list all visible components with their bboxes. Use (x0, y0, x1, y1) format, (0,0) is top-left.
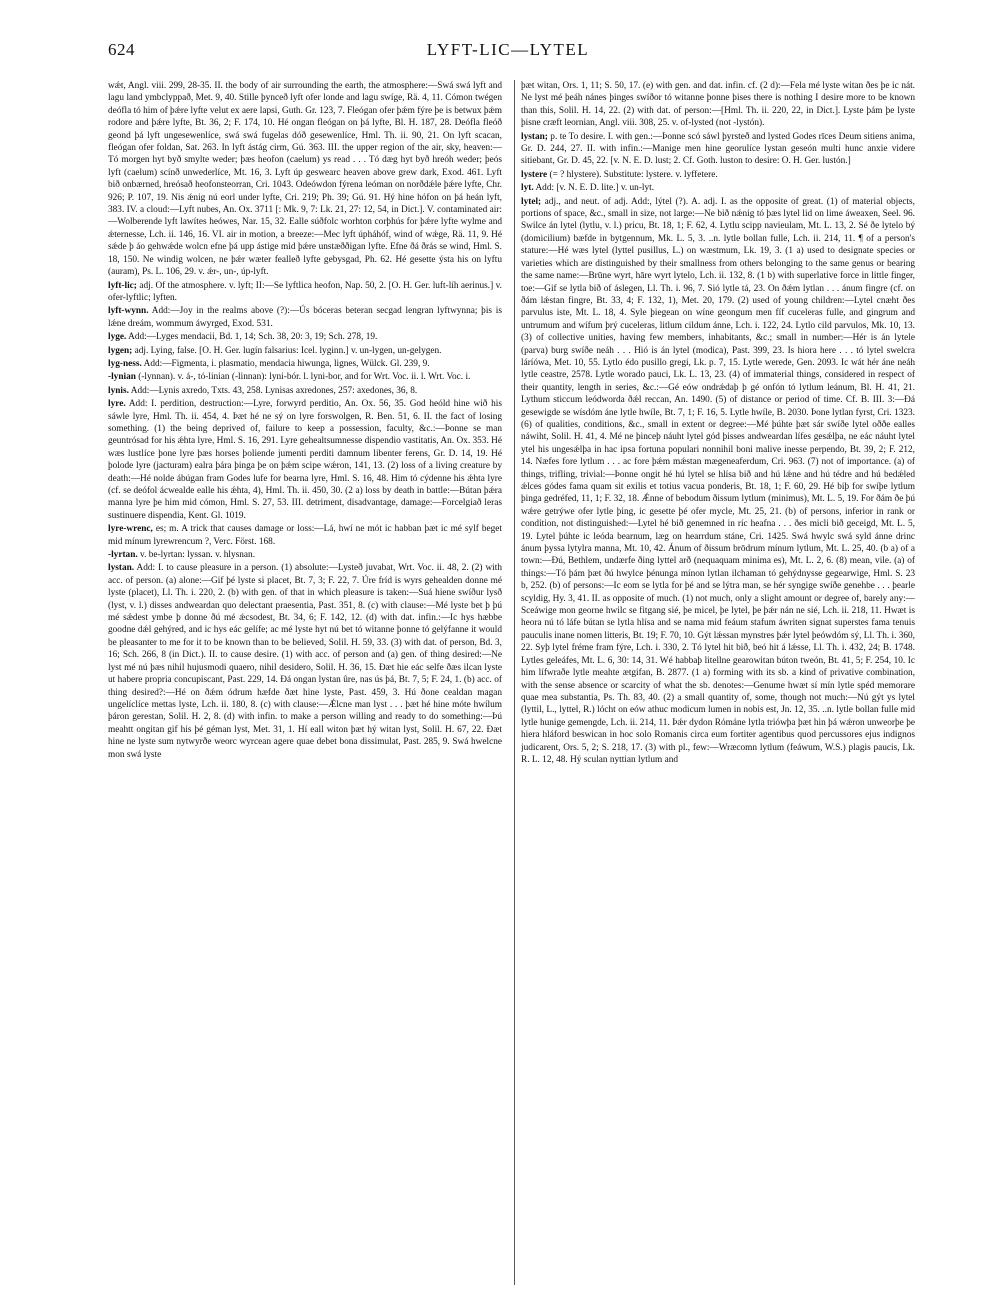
entry-headword: lyft-lic; (108, 280, 137, 291)
dictionary-entry (521, 131, 915, 168)
dictionary-entry (108, 80, 502, 279)
dictionary-entry (108, 385, 502, 397)
dictionary-entry (108, 305, 502, 330)
dictionary-entry (108, 398, 502, 522)
entry-text: (-lynnan). v. á-, tó-linian (-linnan): lyni-bór. l. lyni-bor, and for Wrt. Voc. ii. l. Wrt. Voc. i. (135, 372, 471, 383)
entry-headword: lyre-wrenc, (108, 524, 153, 535)
left-column (108, 80, 502, 1290)
entry-text: adj. Of the atmosphere. v. lyft; II:—Se lyftlica heofon, Nap. 50, 2. [O. H. Ger. luft-líh aerinus.] v. ofer-lyftlic; lyften. (108, 280, 502, 303)
entry-headword: lystere (521, 169, 548, 180)
entry-text: adj., and neut. of adj. Add:, lýtel (?). A. adj. I. as the opposite of great. (1) of material objects, portions of space, &c., small in size, not large:—Ne bið nǽnig tó þæs lytel lid on lime áweaxen, Seel. 96. Swilce án lytel (lytlu, v. l.) pricu, Bt. 18, 1; F. 62, 4. Lytlu scipp navieulam, Mt. L. 13, 2. Sé ðe lytelo bý (domicilium) bæfde in bytgennum, Mk. L. 5, 3. ..n. lytle bollan fulle, Lch. ii. 214, 11. ¶ of a person's stature:—Hé wæs lytel (lyttel pusillus, L.) on wæstmum, Lk. 19, 3. (1 a) used to designate species or varieties which are distinguished by their smallness from others belonging to the same genus or bearing the same name:—Brūne wyrt, hāre wyrt lytelo, Lch. ii. 132, 8. (1 b) with superlative force in little finger, toe:—Gif se lytla bið of áslegen, Ll. Th. i. 96, 7. Sió lytle tá, 23. On ðǽm lytlan . . . ánum fingre (cf. on ðám lǽstan fingre, Bt. 33, 4; F. 132, 1), Met. 20, 179. (2) used of young children:—Lytel cnæht ðes parvulus iste, Mt. L. 18, 4. Syle þiegean on wíne geongum men fíf cuceleras fulle, and gingrum and untrumum and wífum þrý cuceleras, litlum cildum ánne, Lch. i. 122, 24. Lytlo cild parvulos, Mk. 10, 13. (3) of collective unities, having few members, inhabitants, &c.; small in number:—Hér is án lytele (parva) burg swíðe neáh . . . Hió is án lytel (modica), Past. 399, 23. Is hiora here . . . tó lytel swelcra láríówa, Met. 10, 55. Lytlo édo pusillo gregi, Lk. p. 7, 15. Lytle werede, Gen. 2093. Ic wát hér áne neáh lytle ceastre, 2578. Lytle worado pauci, Lk. L. 13, 23. (4) of immaterial things, considered in respect of their quantity, length in series, &c.:—Gé eów ondrǽdaþ þ gé onfón tó lytlum leánum, Bl. H. 41, 21. Lythum sticcum leódworda ðǽl reccan, An. 1490. (5) of distance or period of time. Cf. B. III. 3:—Ðá gesewigde se wísdóm áne lytle hwíle, Bt. 7, 1; F. 16, 5. Lytle hwíle, B. 2030. Þone lytlan fyrst, Cri. 1323. (6) of qualities, conditions, &c., small in extent or degree:—Mé þúhte þæt sár swíðe lytel oððe ealles náwiht, Solil. H. 41, 4. Mé ne þinceþ náuht lytel gód þisses andweardan lífes gesǽlþa, ne eác náuht lytel ytel his ungesǽlþa in hac ipsa fortuna populari nonnihil boni malive inesse perpendo, Bt. 39, 2; F. 212, 14. Næfes fore lytlum . . . ac fore þǽm mǽstan mægeneaferdum, Cri. 963. (7) not of importance. (a) of things, trifling, trivial:—Þonne ongit hé hú lytel se hlísa bið and hú lǽne and hú tédre and hú bedǽled ǽlces gódes fama quam sit exilis et totius vacua ponderis, Bt. 18, 1; F. 60, 29. Hé biþ for swíþe lytlum þinga gedréfed, 11, 1; F. 32, 18. Ǽnne of bebodum ðissum lytlum (minimus), Mt. L. 5, 19. For ðám ðe þú wǽre getrýwe ofer lytle þing, ic gesette þé ofer mycle, Mt. 25, 21. (b) of persons, inferior in rank or condition, not distinguished:—Lytel hé bið genemned in ríc heafna . . . ðes micli bið geceigd, Mt. L. 5, 19. Lytel þúhte ic leóda bearnum, læg on hearrdum stáne, Cri. 1425. Swá hwylc swá syld ánne drinc ánum þyssa lytylra manna, Mt. 10, 42. Ánum of ðissum brōdrum mínum lytlum, Mt. L. 25, 40. (b a) of a town:—Ðú, Bethlem, undærfe ðing lyttel arð (nequaquam minima es), Mt. L. 2, 6. (8) mean, vile. (a) of things:—Tó þám þæt ðú hwylce þénunga mínon lytlan ilchaman tó gehýdnysse gegearwige, Hml. S. 23 b, 252. (b) of persons:—Ic eom se lytla for þé and se lýtra man, se hér syngige swíðe genehbe . . . þearle scyldig, Hy. 3, 41. II. as opposite of much. (1) not much, only a slight amount or degree of, barely any:—Sceáwige mon georne hwilc se fitgang sié, þe micel, þe lytel, þe þǽr nán ne sié, Lch. ii. 218, 11. Hwæt is heora nú tó láfe bútan se lytla hlísa and se nama mid feáum stafum áwriten signat superstes fama tenuis pauculis inane nomen litteris, Bt. 19; F. 70, 10. Gýt lǽssan mynstres þǽr lytel þeówdóm sý, Ll. Th. i. 360, 22. Syþ lytel fréme fram fýre, Lch. i. 330, 2. Tó lytel hit bið, beó hit á lǽsse, Ll. Th. i. 432, 24; B. 1748. Lytles geleáfes, Mt. L. 6, 30: 14, 31. Wé habbaþ litellne gearowitan búton tweón, Bt. 41, 5; F. 254, 10. Ic him lífwraðe lytle meahte ætgifan, B. 2877. (1 a) forming with its sb. a kind of privative combination, with the sense absence or scarcity of what the sb. denotes:—Genume hwæt sí mín lytle spéd memorare quae mea substantia, Ps. Th. 83, 40. (2) a small quantity of, some, though not much:—Nú gýt ys lytel (lyttil, L., lyttel, R.) lócht on eów athuc modicum lumen in nobis est, Jn. 12, 35. ..n. lytle bollan fulle mid lytle hunige gemengde, Lch. ii. 214, 11. Þǽr dydon Rómáne lytla triówþa þæt hin þá wǽron unweorþe þe hiera hláford beswican in hoc solo Romanis circa eum fortiter agentibus quod percussores ejus indignos judicarent, Ors. 5, 2; S. 218, 17. (3) with pl., few:—Wræcomn lytlum (feáwum, W.S.) plagis paucis, Lk. R. L. 12, 48. Hý sculan nyttian lytlum and (521, 196, 915, 765)
entry-text: wǽt, Angl. viii. 299, 28-35. II. the body of air surrounding the earth, the atmosphere:—Swá swá lyft and lagu land ymbclyppað, Met. 9, 40. Stille þynceð lyft ofer londe and lagu swíge, Rä. 4, 11. Cómon twégen deófla tó him of þǽre lyfte velut ex aere lapsi, Guth. Gr. 123, 7. Fleógan ofer þǽm fýre þe is betwux þǽm rodore and þǽre lyfte, Bt. 36, 2; F. 174, 10. Hé ongan fleógan on þá lyfte, Bl. H. 187, 28. Deófla fleóð geond þá lyft ungesewenlíce, swá swá fugelas dóð gesewenlíce, Hml. Th. ii. 90, 21. On lyft scacan, fleógan ofer foldan, Sat. 263. In lyft ástág cirm, Gú. 363. III. the upper region of the air, sky, heaven:—Tó morgen hyt byð smylte weder; þæs heofon (caelum) ys read . . . Tó dæg hyt byð hreóh weder; þeós lyft (caelum) scínð unwederlíce, Mt. 16, 3. Lyft úp geswearc heaven above grew dark, Exod. 461. Lyft bið onbærned, hreósað heofonsteorran, Cri. 1043. Odeówdon fýrena leóman on norðdǽle þǽre lyfte, Chr. 926; P. 107, 19. Nis ǽnig nú eorl under lyfte, Cri. 219; Ph. 39; Gú. 91. Hý hine hófon on þá heán lyft, 383. IV. a cloud:—Lyft nubes, An. Ox. 3711 [: Mk. 9, 7: Lk. 21, 27: 12, 54, in Dict.]. V. contaminated air:—Wolberende lyft lawítes heówes, Nar. 15, 32. Ealle súðfolc worhton corþhús for þǽre lyfte wylme and ǽternesse, Lch. ii. 146, 16. VI. air in motion, a breeze:—Mec lyft úpháhóf, wind of wǽge, Rä. 11, 9. Hé sǽde þ áo gehwǽde wolcn efne þá upp ástige mid þǽre unstæððigan lyfte. Efne ðá ðrás se wind, Hml. S. 18, 150. Ne windig wolcen, ne þǽr wæter fealleð lyfte gebysgad, Ph. 62. Hé gesette ýsta his on lyftu (auram), Ps. L. 106, 29. v. ǽr-, un-, úp-lyft. (108, 81, 502, 278)
dictionary-entry (108, 331, 502, 343)
entry-headword: lynis. (108, 385, 129, 396)
entry-headword: lygen; (108, 345, 133, 356)
entry-headword: lyre. (108, 399, 126, 410)
dictionary-entry (521, 182, 915, 194)
dictionary-entry (108, 358, 502, 370)
entry-text: p. te To desire. I. with gen.:—Þonne scó sáwl þyrsteð and lysted Godes rīces Deum sitiens anima, Gr. D. 244, 27. II. with infin.:—Manige men hine georulíce lystan geseón multi hunc anxie videre sitiebant, Gr. D. 45, 22. [v. N. E. D. lust; 2. Cf. Goth. luston to desire: O. H. Ger. lustón.] (521, 131, 915, 167)
dictionary-entry (108, 549, 502, 561)
entry-text: (= ? hlystere). Substitute: lystere. v. lyffetere. (547, 169, 718, 180)
entry-headword: lystan. (108, 563, 135, 574)
entry-text: Add: I. to cause pleasure in a person. (1) absolute:—Lysteð juvabat, Wrt. Voc. ii. 48, 2. (2) with acc. of person. (a) alone:—Gif þé lyste si placet, Bt. 7, 3; F. 22, 7. Úre fríd is wyrs gehealden donne mé lyste (placet), Ll. Th. i. 220, 2. (b) with gen. of that in which pleasure is taken:—Suá hiene swíður lysð (lyst, v. l.) disses andweardan quo delectant praesentia, Past. 351, 8. (c) with clause:—Mé lyste bet þ þú mé sǽdest ymbe þ donne ðú mé ǽcsodest, Bt. 34, 6; F. 142, 12. (d) with dat. infin.:—Ic hys hæbbe goodne dǽl gehýred, and ic hys eác gelífe; ac mé lyste hyt nú bet tó witanne þonne tó gelýfanne it would be pleasanter to me for it to be known than to be believed, Solil. H. 59, 33. (3) with dat. of person, Bd. 3, 16; Sch. 266, 8 (in Dict.). II. to cause desire. (1) with acc. of person and (a) gen. of thing desired:—Ne lyst mé nú þæs nihil hujusmodi quaero, nihil desidero, Solil. H. 36, 15. Ðæt hie eác selfe ðæs ilcan lyste ut habere propria concupiscant, Past. 229, 14. Ðá ongan lystan ûre, nas ús þá, Bt. 7, 5; F. 24, 1. (b) acc. of thing desired?:—Hé on ðǽm ódrum hæfde ðæt hine lyste, Past. 459, 3. Hú ðone cealdan magan ungelíclíce mettas lyste, Lch. ii. 180, 8. (c) with clause:—Ǽlcne man lyst . . . þæt hé hine móte hwílum þáron gerestan, Solil. H. 2, 8. (d) with infin. to make a person willing and ready to do something:—Þú meahtt ongitan gif his þé géman lyst, Met. 31, 1. Hí eall witon þæt hý witan lyst, Solil. H. 67, 22. Ðæt hine ne lyste sum nytwyrðe weorc wyrcean agere quae debet bona dissimulat, Past. 285, 9. Swá hwelcne mon swá lyste (108, 563, 502, 760)
right-column (521, 80, 915, 1290)
column-divider (514, 80, 515, 1285)
entry-headword: lystan; (521, 131, 548, 142)
entry-text: adj. Lying, false. [O. H. Ger. lugín falsarius: Icel. lyginn.] v. un-lygen, un-gelygen. (132, 345, 442, 356)
entry-headword: lyft-wynn. (108, 306, 149, 317)
dictionary-entry (108, 371, 502, 383)
entry-text: þæt witan, Ors. 1, 11; S. 50, 17. (e) with gen. and dat. infin. cf. (2 d):—Fela mé lyste witan ðes þe ic nát. Ne lyst mé þeáh nánes þinges swíðor tó witanne þonne þises there is nothing I desire more to be known than this, Solil. H. 14, 22. (2) with dat. of person:—[Hml. Th. ii. 220, 22, in Dict.]. Lyste þám þe lyste þisne cræft leornian, Angl. viii. 308, 25. v. of-lysted (not -lystón). (521, 81, 915, 129)
entry-text: v. be-lyrtan: lyssan. v. hlysnan. (137, 550, 256, 561)
dictionary-entry (108, 280, 502, 305)
entry-text: Add:—Lynis axredo, Txts. 43, 258. Lynisas axredones, 257: axedones, 36, 8. (128, 385, 418, 396)
entry-headword: -lyrtan. (108, 550, 138, 561)
dictionary-entry (108, 562, 502, 761)
entry-text: Add:—Lyges mendacii, Bd. 1, 14; Sch. 38, 20: 3, 19; Sch. 278, 19. (126, 332, 378, 343)
dictionary-entry (521, 169, 915, 181)
entry-text: Add: I. perdition, destruction:—Lyre, forwyrd perditio, An. Ox. 56, 35. God heóld hine wið his sáwle lyre, Hml. Th. ii. 454, 4. Þæt hé ne sý on lyre forswolgen, R. Ben. 51, 6. II. the fact of losing something. (1) the being deprived of, failure to keep a possession, faculty, &c.:—Þonne se man geuntrósad for his ǽhta lyre, Hml. S. 16, 291. Lyre gehealtsumnesse dispendio vastitatis, An. Ox. 353. Hé wæs lustlíce þone lyre þæs horses þoliende jumenti perditi damnum libenter ferens, Gr. D. 14, 19. Hé þolode lyre (jacturam) ealra þára þinga þe on þǽm scipe wǽron, 141, 13. (2) loss of a living creature by death:—Hé nolde ábúgan fram Godes lufe for bearna lyre, Hml. S. 16, 48. Him tó cýdenne his ǽhta lyre (cf. se deófol ácwealde ealle his ǽhta, 4), Hml. Th. ii. 450, 30. (2 a) loss by death in battle:—Bútan þǽra manna lyre þe him mid cómon, Hml. S. 27, 53. III. detriment, disadvantage, damage:—Forcelgiað leras sustinuere dispendia, Kent. Gl. 1019. (108, 399, 502, 521)
page-number: 624 (108, 40, 135, 59)
entry-text: Add:—Figmenta, i. plasmatio, mendacia hiwunga, lignes, Wülck. Gl. 239, 9. (141, 358, 430, 369)
entry-text: es; m. A trick that causes damage or loss:—Lá, hwí ne mót ic habban þæt ic mé sylf beget mid mínum lyrewrencum ?, Verc. Först. 168. (108, 524, 502, 547)
dictionary-entry (521, 196, 915, 767)
running-title: LYFT-LIC—LYTEL (426, 40, 590, 59)
entry-text: Add:—Joy in the realms above (?):—Ús bóceras beteran secgad lengran lyftwynna; þis is lǽne dreám, wommum áwyrged, Exod. 531. (108, 306, 502, 329)
entry-headword: lyg-ness. (108, 358, 142, 369)
entry-headword: lyge. (108, 332, 127, 343)
dictionary-entry (108, 523, 502, 548)
entry-headword: lytel; (521, 196, 542, 207)
entry-headword: lyt. (521, 183, 534, 194)
entry-text: Add: [v. N. E. D. lite.] v. un-lyt. (533, 183, 655, 194)
dictionary-entry (521, 80, 915, 130)
entry-headword: -lynian (108, 372, 136, 383)
dictionary-entry (108, 345, 502, 357)
page-header (108, 40, 908, 62)
